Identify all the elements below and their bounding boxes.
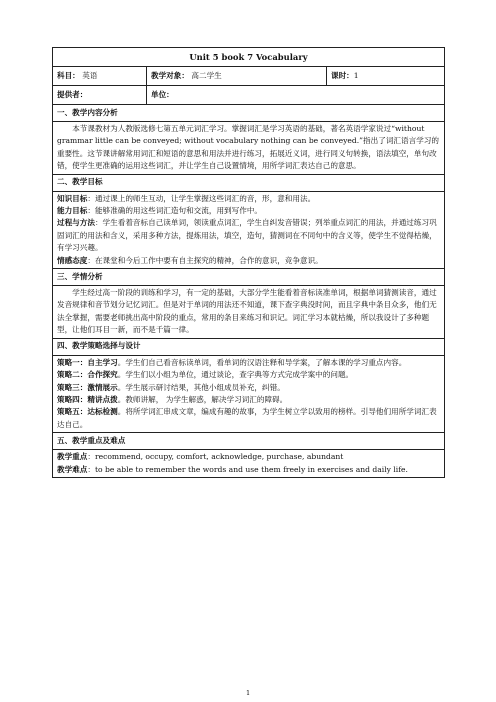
subject-label: 科目： [57,70,80,80]
unit-label: 单位： [147,86,445,105]
goal-knowledge: 知识目标：通过课上的师生互动，让学生掌握这些词汇的音，形，意和用法。 [57,193,316,203]
page-number: 1 [246,689,251,697]
key-point: 教学重点：recommend, occupy, comfort, acknowledge, purchase, abundant [57,452,344,462]
goal-attitude: 情感态度：在课堂和今后工作中要有自主探究的精神，合作的意识，竞争意识。 [57,255,323,265]
strategy-2: 策略二：合作探究。学生们以小组为单位，通过谈论，查字典等方式完成学案中的问题。 [57,370,354,380]
document-title: Unit 5 book 7 Vocabulary [53,48,445,67]
analysis-text: 本节课教材为人教版选修七第五单元词汇学习。掌握词汇是学习英语的基础，著名英语学家说过“without grammar little can be conveyed; without vocabulary nothing can be conveyed.”指出了词汇语言学习的重要性。这节课讲解常用词汇和短语的意思和用法并进行练习，拓展近义词，进行同义句转换，语法填空，单句改错，使学生更准确的运用这些词汇，并让学生自己设置情境，用所学词汇表达自己的意思。 [57,124,439,171]
section-heading-goals: 二、教学目标 [53,174,445,191]
section-heading-learners: 三、学情分析 [53,269,445,286]
audience-label: 教学对象： [151,70,189,80]
section-heading-analysis: 一、教学内容分析 [53,105,445,122]
provider-label: 提供者： [53,86,147,105]
subject-cell [53,67,147,86]
strategy-5: 策略五：达标检测。将所学词汇串成文章，编成有趣的故事，为学生树立学以致用的榜样。引导他们用所学词汇表达自己。 [57,407,437,429]
lesson-plan-table [52,47,445,478]
strategy-1: 策略一：自主学习。学生们自己看音标读单词，看单词的汉语注释和导学案，了解本课的学习重点内容。 [57,357,407,367]
audience-value: 高二学生 [191,70,222,80]
goal-ability: 能力目标：能够准确的用这些词汇造句和交流，用到写作中。 [57,206,263,216]
learners-text: 学生经过高一阶段的训练和学习，有一定的基础，大部分学生能看着音标读准单词，根据单词猜测读音，通过发音规律和音节划分记忆词汇。但是对于单词的用法还不知道，课下查字典没时间，而且字典中条目众多，他们无法全掌握，需要老师挑出高中阶段的重点，常用的条目来练习和识记。词汇学习本就枯燥，所以我设计了多种题型，让他们耳目一新，而不是千篇一律。 [57,288,437,335]
strategy-4: 策略四：精讲点拨。教师讲解， 为学生解惑，解决学习词汇的障碍。 [57,394,288,404]
hours-value: 1 [353,70,359,80]
goal-process: 过程与方法：学生看着音标自己读单词，领读重点词汇，学生自纠发音错误；列举重点词汇的用法，并通过练习巩固词汇的用法和含义，采用多种方法，提炼用法，填空，造句，猜测词在不同句中的含义等，使学生不觉得枯燥，有学习兴趣。 [57,218,437,253]
strategy-3: 策略三：激情展示。学生展示研讨结果，其他小组成员补充，纠错。 [57,382,285,392]
section-heading-strategy: 四、教学策略选择与设计 [53,338,445,355]
difficult-point: 教学难点：to be able to remember the words and use them freely in exercises and daily life. [57,464,408,474]
audience-cell [147,67,327,86]
hours-cell [327,67,445,86]
hours-label: 课时： [331,70,354,80]
section-heading-key-points: 五、教学重点及难点 [53,433,445,450]
subject-value: 英语 [82,70,98,80]
